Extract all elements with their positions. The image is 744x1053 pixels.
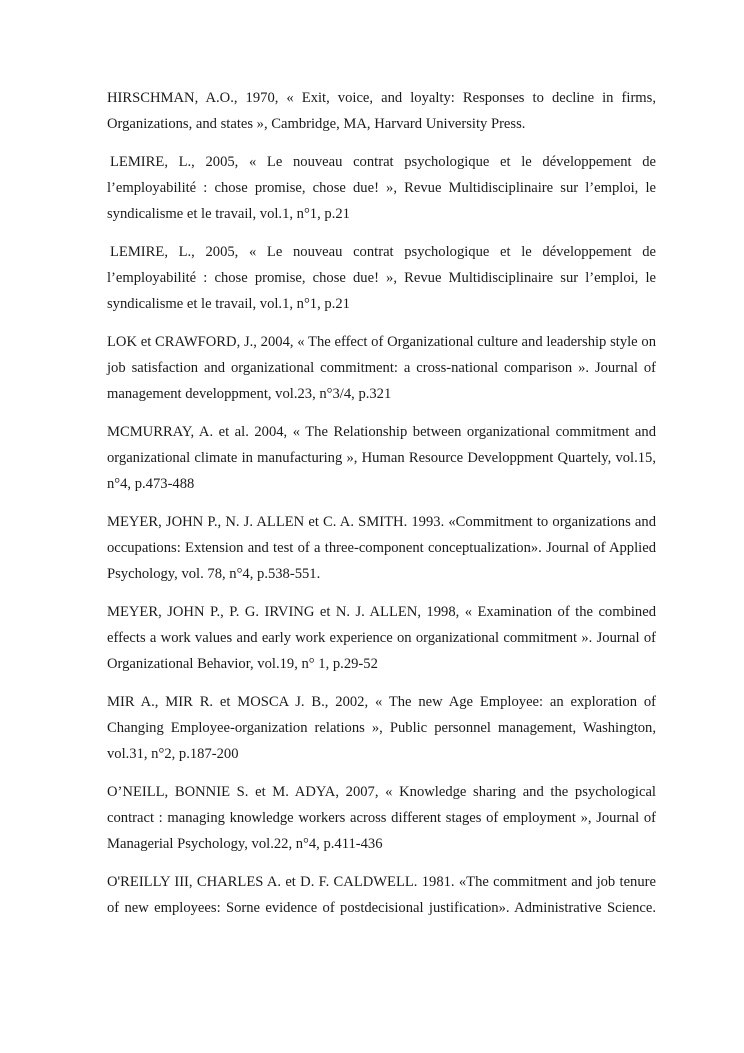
reference-entry-hirschman: HIRSCHMAN, A.O., 1970, « Exit, voice, and loyalty: Responses to decline in firms, Organizations, and states », Cambridge, MA, Harvard University Press. xyxy=(107,90,656,132)
reference-entry-lemire-1: LEMIRE, L., 2005, « Le nouveau contrat psychologique et le développement de l’employabilité : chose promise, chose due! », Revue Multidisciplinaire sur l’emploi, le syndicalisme et le travail, vol.1, n°1, p.21 xyxy=(107,154,656,222)
reference-list xyxy=(107,85,656,933)
reference-entry-meyer-1998: MEYER, JOHN P., P. G. IRVING et N. J. ALLEN, 1998, « Examination of the combined effects a work values and early work experience on organizational commitment ». Journal of Organizational Behavior, vol.19, n° 1, p.29-52 xyxy=(107,604,656,672)
reference-entry-lemire-2: LEMIRE, L., 2005, « Le nouveau contrat psychologique et le développement de l’employabilité : chose promise, chose due! », Revue Multidisciplinaire sur l’emploi, le syndicalisme et le travail, vol.1, n°1, p.21 xyxy=(107,244,656,312)
reference-entry-mir: MIR A., MIR R. et MOSCA J. B., 2002, « The new Age Employee: an exploration of Changing Employee-organization relations », Public personnel management, Washington, vol.31, n°2, p.187-200 xyxy=(107,694,656,762)
reference-entry-oreilly: O'REILLY III, CHARLES A. et D. F. CALDWELL. 1981. «The commitment and job tenure of new employees: Sorne evidence of postdecisional justification». Administrative Science. xyxy=(107,874,656,916)
reference-entry-mcmurray: MCMURRAY, A. et al. 2004, « The Relationship between organizational commitment and organizational climate in manufacturing », Human Resource Developpment Quartely, vol.15, n°4, p.473-488 xyxy=(107,424,656,492)
reference-entry-meyer-1993: MEYER, JOHN P., N. J. ALLEN et C. A. SMITH. 1993. «Commitment to organizations and occupations: Extension and test of a three-component conceptualization». Journal of Applied Psychology, vol. 78, n°4, p.538-551. xyxy=(107,514,656,582)
reference-entry-lok-crawford: LOK et CRAWFORD, J., 2004, « The effect of Organizational culture and leadership style on job satisfaction and organizational commitment: a cross-national comparison ». Journal of management developpment, vol.23, n°3/4, p.321 xyxy=(107,334,656,402)
reference-entry-oneill: O’NEILL, BONNIE S. et M. ADYA, 2007, « Knowledge sharing and the psychological contract : managing knowledge workers across different stages of employment », Journal of Managerial Psychology, vol.22, n°4, p.411-436 xyxy=(107,784,656,852)
